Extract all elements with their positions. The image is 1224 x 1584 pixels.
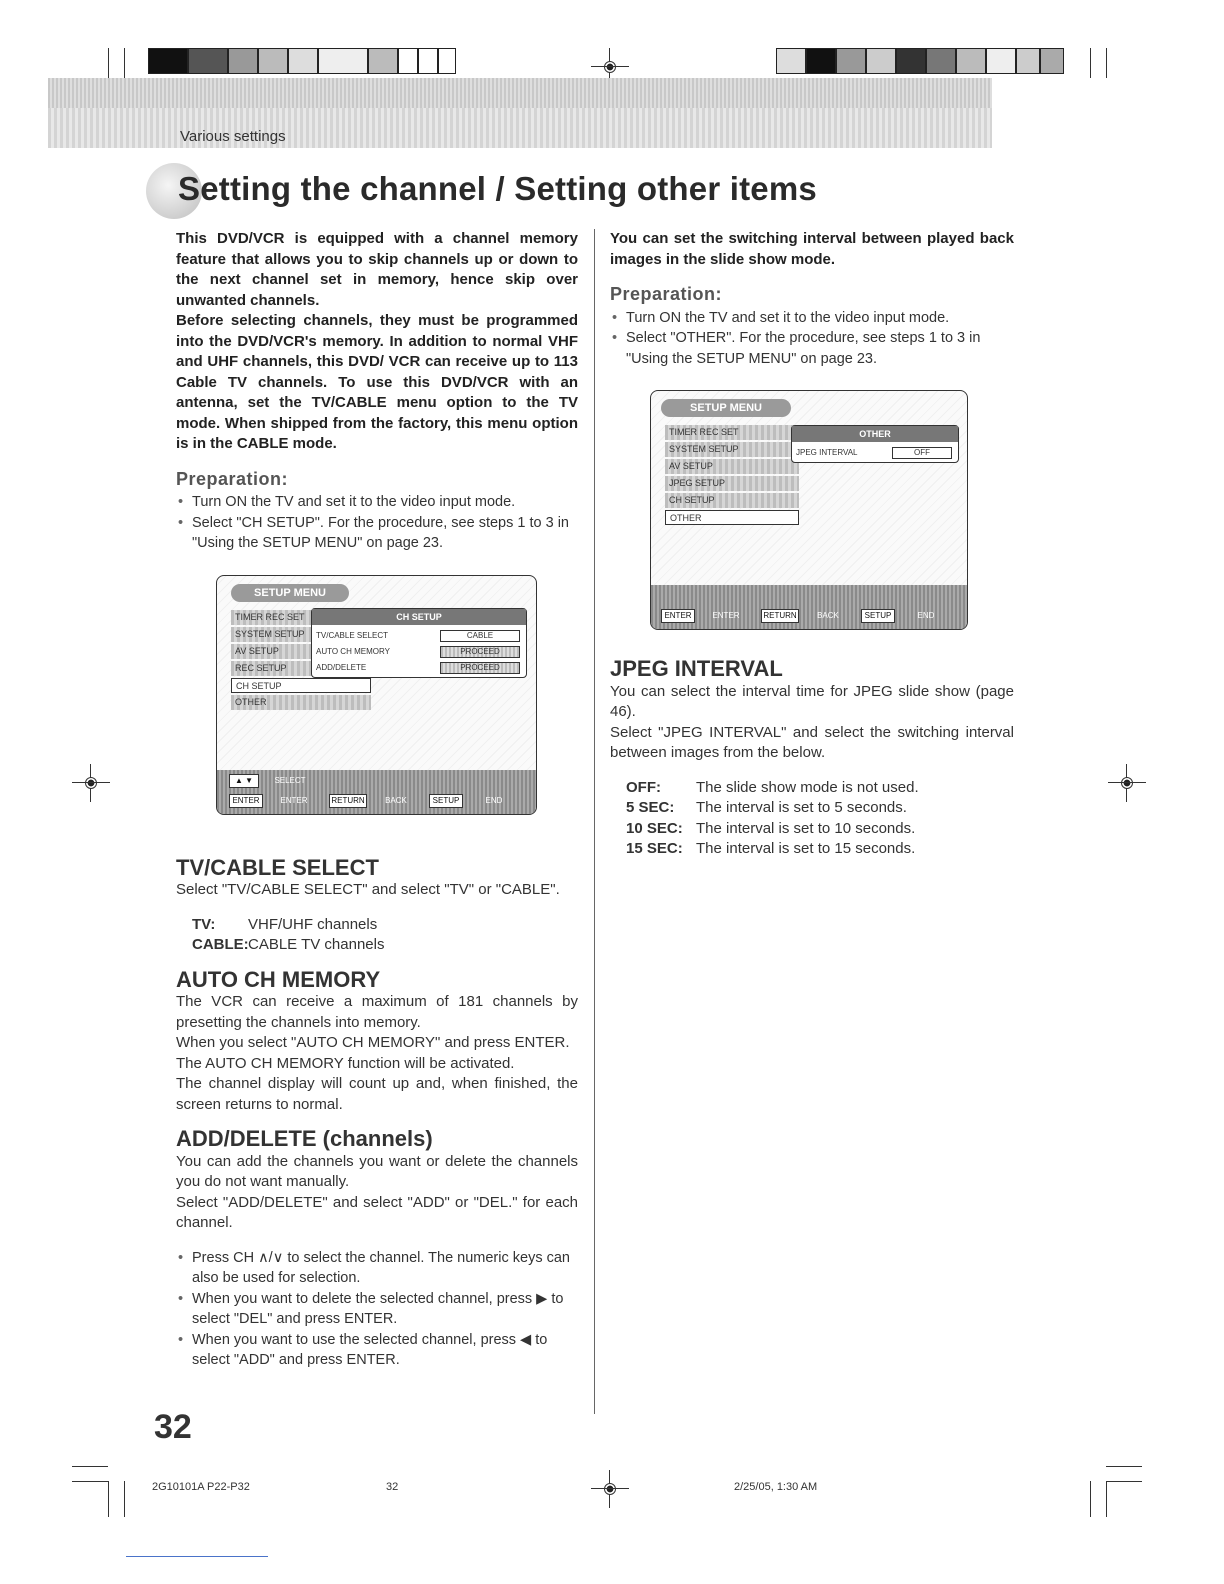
definition-row (626, 839, 1014, 860)
slug-page: 32 (386, 1481, 399, 1493)
slug-date: 2/25/05, 1:30 AM (734, 1481, 818, 1493)
osd-row-value: PROCEED (440, 646, 520, 658)
osd-setup-button: SETUP (861, 609, 895, 623)
paragraph: When you select "AUTO CH MEMORY" and press ENTER. (176, 1034, 570, 1051)
definition-row (626, 798, 1014, 819)
paragraph: You can select the interval time for JPEG slide show (page 46). (610, 682, 1014, 720)
osd-setup-button: SETUP (429, 794, 463, 808)
definition-term: CABLE: (192, 936, 249, 953)
osd-submenu-title: OTHER (792, 426, 958, 442)
osd-row-value: CABLE (440, 630, 520, 642)
osd-menu-item: AV SETUP (665, 459, 799, 474)
preparation-heading: Preparation: (610, 284, 723, 304)
preparation-list (176, 492, 578, 554)
osd-menu-item: SYSTEM SETUP (231, 627, 371, 642)
preparation-list (610, 308, 1014, 370)
add-delete-heading: ADD/DELETE (channels) (176, 1126, 433, 1151)
definition-row (626, 819, 1014, 840)
slug-file: 2G10101A P22-P32 (152, 1481, 250, 1493)
osd-menu-item: CH SETUP (665, 493, 799, 508)
other-setup-screenshot (650, 390, 968, 630)
definition-desc: The interval is set to 15 seconds. (696, 840, 916, 857)
crop-mark (1106, 1481, 1107, 1517)
osd-enter-label: ENTER (280, 796, 308, 805)
osd-setup-menu-title: SETUP MENU (661, 399, 791, 417)
column-divider (594, 229, 595, 1414)
definition-desc: The interval is set to 10 seconds. (696, 819, 916, 837)
definition-term: TV: (192, 915, 216, 933)
tv-cable-definitions (192, 915, 578, 956)
paragraph: You can add the channels you want or delete the channels you do not want manually. (176, 1152, 578, 1190)
definition-row (626, 778, 1014, 799)
crop-mark (108, 1481, 109, 1517)
jpeg-interval-definitions (626, 778, 1014, 860)
osd-row-label: AUTO CH MEMORY (316, 647, 390, 656)
paragraph: The VCR can receive a maximum of 181 channels by presetting the channels into memory. (176, 993, 578, 1031)
crop-mark (1090, 48, 1091, 78)
tv-cable-select-heading: TV/CABLE SELECT (176, 854, 379, 880)
osd-menu-item: OTHER (231, 695, 371, 710)
paragraph: Select "JPEG INTERVAL" and select the switching interval between images from the below. (610, 723, 1014, 761)
osd-menu-item-selected: OTHER (665, 510, 799, 525)
registration-mark-bottom (597, 1476, 623, 1502)
section-tag: Various settings (180, 128, 286, 145)
definition-term: 15 SEC: (626, 840, 683, 857)
osd-back-label: BACK (817, 611, 839, 620)
osd-end-label: END (917, 611, 935, 620)
osd-row-label: TV/CABLE SELECT (316, 631, 389, 640)
osd-menu-item: TIMER REC SET (665, 425, 799, 440)
crop-mark (1106, 48, 1107, 78)
list-item: • Turn ON the TV and set it to the video input mode. (610, 308, 1014, 329)
osd-submenu (311, 608, 527, 678)
osd-footer (651, 585, 967, 629)
jpeg-interval-heading: JPEG INTERVAL (610, 656, 783, 681)
list-item: • Select "OTHER". For the procedure, see steps 1 to 3 in "Using the SETUP MENU" on page 23. (610, 328, 1014, 369)
list-item: • Press CH ∧/∨ to select the channel. The numeric keys can also be used for selection. (176, 1248, 578, 1289)
list-item: • Turn ON the TV and set it to the video input mode. (176, 492, 578, 513)
intro-paragraph-2: Before selecting channels, they must be programmed into the DVD/VCR's memory. In addition to normal VHF and UHF channels, this DVD/ VCR can receive up to 113 Cable TV channels. To use this DVD/VCR with an antenna, set the TV/CABLE menu option to the TV mode. When shipped from the factory, this menu option is in the CABLE mode. (176, 312, 578, 452)
definition-desc: The slide show mode is not used. (696, 778, 919, 796)
up-down-icon: ▲ ▼ (229, 774, 259, 788)
osd-enter-button: ENTER (661, 609, 695, 623)
crop-mark (124, 48, 125, 78)
osd-row-value: PROCEED (440, 662, 520, 674)
osd-menu-item: SYSTEM SETUP (665, 442, 799, 457)
crop-mark (124, 1481, 125, 1517)
osd-submenu-row (796, 446, 954, 460)
crop-mark (1106, 1481, 1142, 1482)
osd-return-button: RETURN (761, 609, 799, 623)
osd-return-button: RETURN (329, 794, 367, 808)
definition-term: 10 SEC: (626, 819, 683, 837)
crop-mark (1106, 1466, 1142, 1467)
definition-row (192, 915, 578, 936)
osd-setup-menu-title: SETUP MENU (231, 584, 349, 602)
osd-enter-label: ENTER (712, 611, 740, 620)
color-bar-left (148, 48, 456, 74)
osd-row-label: JPEG INTERVAL (796, 448, 858, 457)
registration-mark-top (597, 54, 623, 80)
intro-paragraph-1: This DVD/VCR is equipped with a channel memory feature that allows you to skip channels up or down to the next channel set in memory, hence skip over unwanted channels. (176, 230, 578, 309)
crop-mark (1090, 1481, 1091, 1517)
definition-desc: The interval is set to 5 seconds. (696, 799, 907, 816)
tv-cable-select-text: Select "TV/CABLE SELECT" and select "TV" or "CABLE". (176, 881, 560, 898)
osd-row-label: ADD/DELETE (316, 663, 367, 672)
definition-desc: CABLE TV channels (248, 936, 385, 953)
list-item: • When you want to delete the selected channel, press ▶ to select "DEL" and press ENTER. (176, 1289, 578, 1330)
list-item: • When you want to use the selected channel, press ◀ to select "ADD" and press ENTER. (176, 1330, 578, 1371)
paragraph: The channel display will count up and, when finished, the screen returns to normal. (176, 1075, 578, 1113)
osd-menu-item: REC SETUP (231, 661, 371, 676)
osd-menu-item-selected: CH SETUP (231, 678, 371, 693)
definition-row (192, 935, 578, 956)
osd-menu-item: TIMER REC SET (231, 610, 371, 625)
blue-rule (126, 1556, 268, 1557)
osd-back-label: BACK (385, 796, 407, 805)
osd-menu-item: AV SETUP (231, 644, 371, 659)
registration-mark-left (78, 770, 104, 796)
ch-setup-screenshot (216, 575, 537, 815)
auto-ch-memory-heading: AUTO CH MEMORY (176, 966, 381, 992)
paragraph: Select "ADD/DELETE" and select "ADD" or "DEL." for each channel. (176, 1193, 578, 1231)
crop-mark (108, 48, 109, 78)
osd-row-value: OFF (892, 447, 952, 459)
page-title: Setting the channel / Setting other items (178, 170, 817, 207)
osd-submenu-row (316, 645, 522, 659)
intro-paragraph: You can set the switching interval between played back images in the slide show mode. (610, 230, 1014, 268)
registration-mark-right (1114, 770, 1140, 796)
list-item: • Select "CH SETUP". For the procedure, see steps 1 to 3 in "Using the SETUP MENU" on page 23. (176, 513, 578, 554)
crop-mark (72, 1481, 108, 1482)
crop-mark (72, 1466, 108, 1467)
osd-select-label: SELECT (274, 776, 306, 785)
osd-submenu-row (316, 629, 522, 643)
preparation-heading: Preparation: (176, 468, 289, 489)
osd-end-label: END (485, 796, 503, 805)
osd-enter-button: ENTER (229, 794, 263, 808)
osd-submenu-row (316, 661, 522, 675)
page-number: 32 (154, 1408, 192, 1446)
add-delete-list (176, 1248, 578, 1371)
definition-term: OFF: (626, 778, 661, 796)
osd-footer (217, 770, 536, 814)
osd-menu-item: JPEG SETUP (665, 476, 799, 491)
color-bar-right (776, 48, 1064, 74)
paragraph: The AUTO CH MEMORY function will be activated. (176, 1054, 515, 1072)
osd-submenu-title: CH SETUP (312, 609, 526, 625)
definition-desc: VHF/UHF channels (248, 915, 378, 933)
osd-submenu (791, 425, 959, 463)
definition-term: 5 SEC: (626, 799, 675, 816)
